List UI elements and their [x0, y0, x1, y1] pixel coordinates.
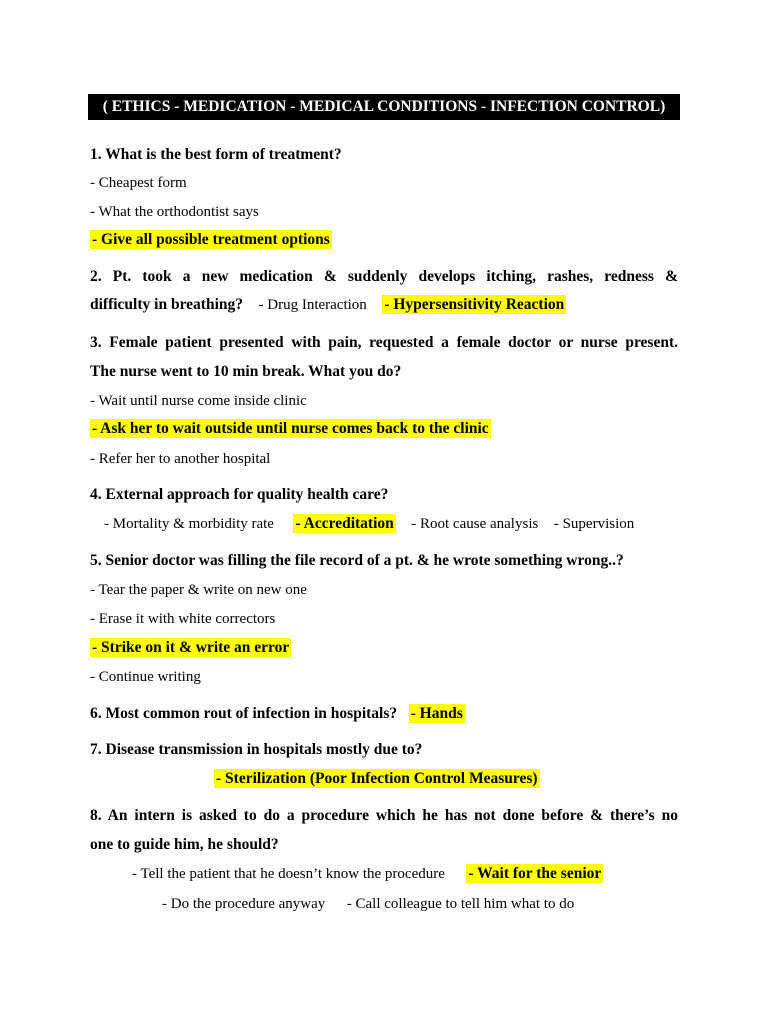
q7-answer: [214, 769, 540, 789]
q2-option-1: - Drug Interaction: [258, 297, 367, 313]
q5-option-3: - Continue writing: [90, 669, 201, 685]
q8-option-1: - Tell the patient that he doesn’t know the procedure: [132, 866, 445, 882]
question-8-line-1: 8. An intern is asked to do a procedure which he has not done before & there’s no: [90, 807, 678, 824]
q3-answer-highlight: - Ask her to wait outside until nurse comes back to the clinic: [92, 420, 489, 437]
q2-answer-highlight: - Hypersensitivity Reaction: [384, 296, 565, 313]
q3-answer: [90, 419, 491, 439]
q5-option-1: - Tear the paper & write on new one: [90, 582, 307, 598]
q6-answer-highlight: - Hands: [410, 705, 463, 722]
question-2-line-1: 2. Pt. took a new medication & suddenly develops itching, rashes, redness &: [90, 268, 678, 285]
question-3-line-1: 3. Female patient presented with pain, requested a female doctor or nurse present.: [90, 334, 678, 351]
question-6: 6. Most common rout of infection in hospitals?: [90, 705, 398, 722]
q5-option-2: - Erase it with white correctors: [90, 611, 276, 627]
question-8-line-2: one to guide him, he should?: [90, 836, 279, 853]
q5-answer-highlight: - Strike on it & write an error: [92, 639, 290, 656]
question-6-line: [90, 704, 465, 724]
q8-option-2: - Do the procedure anyway: [162, 896, 326, 912]
q3-option-2: - Refer her to another hospital: [90, 451, 271, 467]
q1-option-1: - Cheapest form: [90, 175, 187, 191]
question-7: 7. Disease transmission in hospitals mostly due to?: [90, 741, 423, 758]
q7-answer-highlight: - Sterilization (Poor Infection Control Measures): [216, 770, 538, 787]
q8-options-row-2: [162, 894, 574, 914]
q5-answer: [90, 638, 291, 658]
question-2-text: difficulty in breathing?: [90, 296, 244, 313]
q1-answer: [90, 230, 332, 250]
q8-answer-highlight: - Wait for the senior: [468, 865, 602, 882]
q1-answer-highlight: - Give all possible treatment options: [92, 231, 330, 248]
question-2-line-2: [90, 295, 566, 315]
q3-option-1: - Wait until nurse come inside clinic: [90, 393, 307, 409]
question-3-line-2: The nurse went to 10 min break. What you do?: [90, 363, 402, 380]
question-5: 5. Senior doctor was filling the file record of a pt. & he wrote something wrong..?: [90, 552, 624, 569]
q4-options: [104, 514, 634, 534]
q4-option-1: - Mortality & morbidity rate: [104, 516, 274, 532]
q4-option-3: - Supervision: [553, 516, 635, 532]
q8-options-row-1: [132, 864, 603, 884]
q4-answer-highlight: - Accreditation: [295, 515, 394, 532]
section-header: ( ETHICS - MEDICATION - MEDICAL CONDITIONS - INFECTION CONTROL): [88, 94, 680, 120]
q8-option-3: - Call colleague to tell him what to do: [346, 896, 575, 912]
q4-option-2: - Root cause analysis: [411, 516, 539, 532]
q1-option-2: - What the orthodontist says: [90, 204, 259, 220]
question-4: 4. External approach for quality health care?: [90, 486, 389, 503]
question-1: 1. What is the best form of treatment?: [90, 146, 342, 163]
